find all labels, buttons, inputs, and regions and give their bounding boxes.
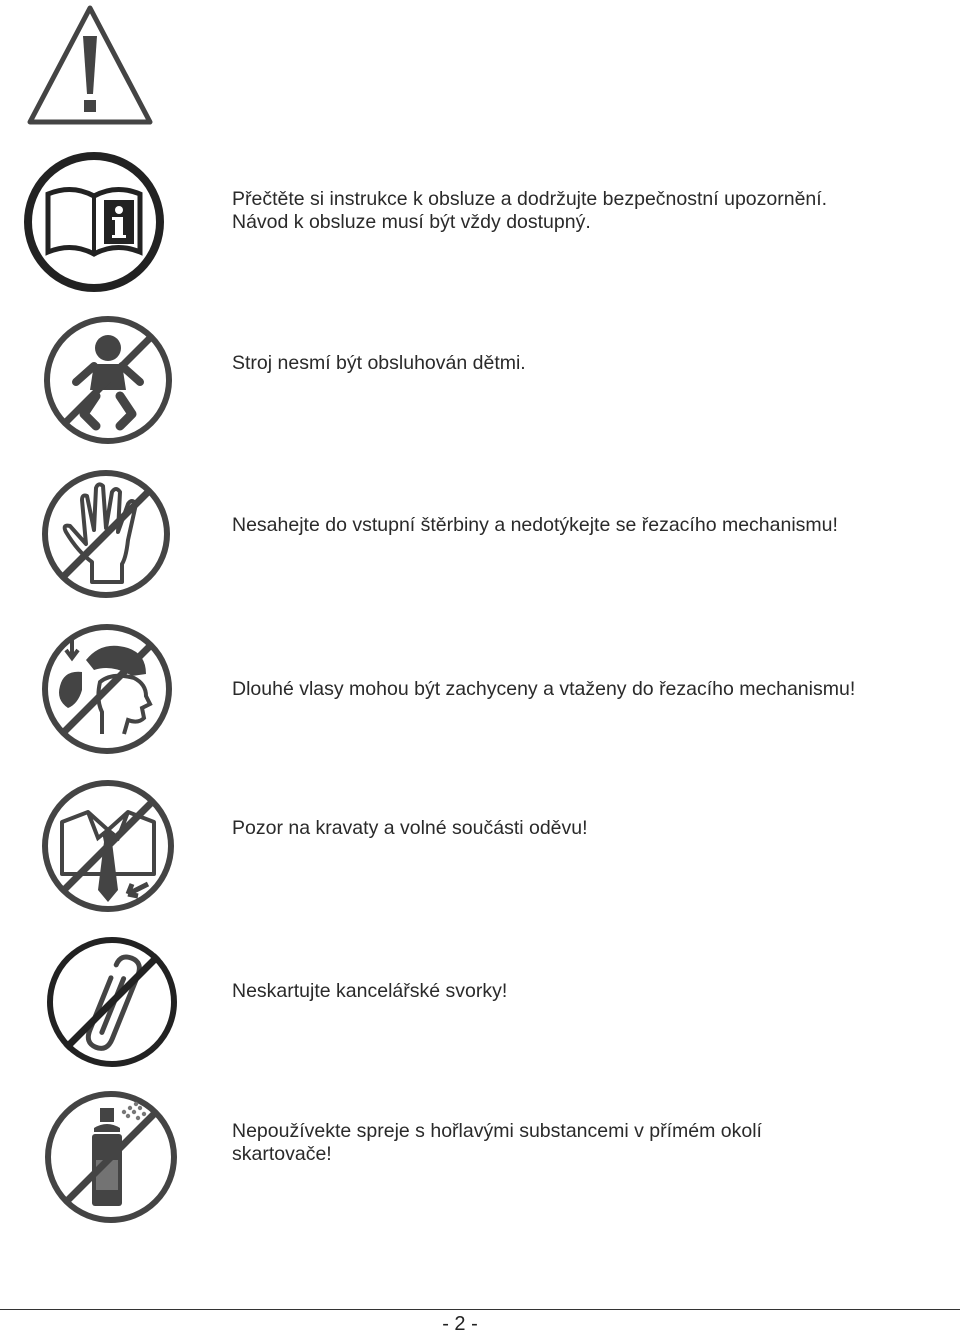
warning-text-line: Dlouhé vlasy mohou být zachyceny a vtaženy do řezacího mechanismu!	[232, 678, 856, 700]
no-hand-icon	[42, 470, 170, 598]
warning-text-line: Neskartujte kancelářské svorky!	[232, 980, 508, 1002]
warning-text-line: Pozor na kravaty a volné součásti oděvu!	[232, 817, 588, 839]
footer-divider	[0, 1309, 960, 1310]
warning-text-line: Nesahejte do vstupní štěrbiny a nedotýkejte se řezacího mechanismu!	[232, 514, 838, 536]
warning-text-4	[232, 678, 855, 701]
read-manual-icon	[22, 150, 166, 294]
warning-text-line: skartovače!	[232, 1143, 332, 1165]
warning-text-7	[232, 1120, 762, 1166]
warning-text-line: Stroj nesmí být obsluhován dětmi.	[232, 352, 526, 374]
no-spray-icon	[44, 1090, 178, 1224]
no-tie-icon	[42, 780, 174, 912]
warning-text-3	[232, 514, 838, 537]
warning-text-5	[232, 817, 588, 840]
warning-text-line: Návod k obsluze musí být vždy dostupný.	[232, 211, 591, 233]
no-long-hair-icon	[42, 624, 172, 754]
warning-text-line: Přečtěte si instrukce k obsluze a dodržujte bezpečnostní upozornění.	[232, 188, 828, 210]
warning-text-line: Nepoužívekte spreje s hořlavými substancemi v přímém okolí	[232, 1120, 762, 1142]
no-children-icon	[44, 316, 172, 444]
page-number: - 2 -	[442, 1313, 478, 1335]
warning-text-6	[232, 980, 507, 1003]
warning-text-2	[232, 352, 526, 375]
warning-triangle-icon	[24, 2, 156, 130]
no-paper-clip-icon	[46, 936, 178, 1068]
warning-text-1	[232, 188, 827, 234]
